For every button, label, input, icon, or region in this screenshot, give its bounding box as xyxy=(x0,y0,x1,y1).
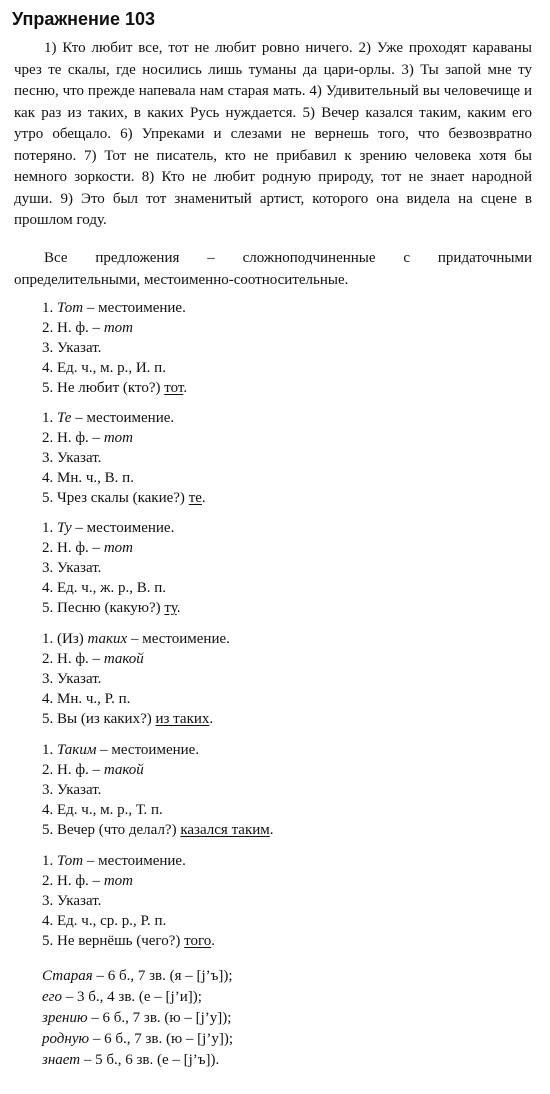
exercise-text xyxy=(14,38,532,232)
answer-period: . xyxy=(211,933,215,949)
initial-form-label: 2. Н. ф. – xyxy=(42,320,104,336)
phonetic-line xyxy=(42,987,233,1008)
question-text: 5. Вы (из каких?) xyxy=(42,711,156,727)
analysis-block-6 xyxy=(42,851,215,951)
analyzed-word: Тот xyxy=(57,300,84,316)
phonetic-detail: – 6 б., 7 зв. (ю – [j’у]); xyxy=(89,1031,233,1047)
analysis-block-1 xyxy=(42,298,187,398)
analysis-line-1: 1. Тот – местоимение. xyxy=(42,300,186,316)
part-of-speech: – местоимение. xyxy=(96,742,200,758)
phonetic-word: Старая xyxy=(42,968,93,984)
analysis-line-2 xyxy=(42,428,206,448)
question-text: 5. Не вернёшь (чего?) xyxy=(42,933,185,949)
question-text: 5. Песню (какую?) xyxy=(42,600,165,616)
analysis-line-4: 4. Ед. ч., м. р., Т. п. xyxy=(42,802,163,818)
analysis-line-1: 1. Те – местоимение. xyxy=(42,410,175,426)
underlined-answer: из таких xyxy=(155,711,210,727)
part-of-speech: – местоимение. xyxy=(71,520,175,536)
initial-form: такой xyxy=(103,762,144,778)
answer-period: . xyxy=(201,490,206,506)
analyzed-word: Таким xyxy=(57,742,97,758)
analysis-line-2 xyxy=(42,538,181,558)
analysis-block-2 xyxy=(42,408,206,508)
phonetic-line xyxy=(42,1050,233,1071)
part-of-speech: – местоимение. xyxy=(127,631,230,647)
phonetic-line xyxy=(42,1008,233,1029)
analysis-line-3: 3. Указат. xyxy=(42,560,102,576)
analysis-line-3: 3. Указат. xyxy=(42,893,102,909)
underlined-answer: тот xyxy=(164,380,184,396)
part-of-speech: – местоимение. xyxy=(71,410,175,426)
summary-paragraph xyxy=(14,247,532,291)
part-of-speech: – местоимение. xyxy=(83,300,186,316)
analyzed-word: Те xyxy=(57,410,72,426)
answer-period: . xyxy=(209,711,214,727)
analyzed-word: Ту xyxy=(57,520,72,536)
answer-period: . xyxy=(183,380,188,396)
analysis-line-5 xyxy=(42,598,181,618)
analysis-line-4: 4. Ед. ч., ж. р., В. п. xyxy=(42,580,166,596)
part-of-speech: – местоимение. xyxy=(83,853,186,869)
phonetic-word: зрению xyxy=(42,1010,88,1026)
analysis-block-3 xyxy=(42,518,181,618)
question-text: 5. Чрез скалы (какие?) xyxy=(42,490,189,506)
analysis-line-5 xyxy=(42,931,215,951)
initial-form-label: 2. Н. ф. – xyxy=(42,540,104,556)
analysis-line-2 xyxy=(42,871,215,891)
analysis-block-5 xyxy=(42,740,274,840)
analyzed-word: таких xyxy=(87,631,128,647)
answer-period: . xyxy=(176,600,181,616)
analysis-line-1: 1. Тот – местоимение. xyxy=(42,853,186,869)
question-text: 5. Вечер (что делал?) xyxy=(42,822,181,838)
analysis-line-4: 4. Мн. ч., Р. п. xyxy=(42,691,131,707)
analyzed-word: Тот xyxy=(57,853,84,869)
analysis-line-3: 3. Указат. xyxy=(42,782,102,798)
phonetic-word: его xyxy=(42,989,63,1005)
analysis-line-5 xyxy=(42,488,206,508)
initial-form-label: 2. Н. ф. – xyxy=(42,873,104,889)
initial-form: тот xyxy=(103,540,133,556)
phonetic-detail: – 6 б., 7 зв. (ю – [j’у]); xyxy=(87,1010,232,1026)
summary-text: Все предложения – сложноподчиненные с придаточными определительными, местоименно-соотносительные. xyxy=(14,250,532,288)
analysis-line-2 xyxy=(42,760,274,780)
phonetic-notes xyxy=(42,966,233,1071)
analysis-line-5 xyxy=(42,378,187,398)
question-text: 5. Не любит (кто?) xyxy=(42,380,165,396)
initial-form: тот xyxy=(103,320,133,336)
initial-form: тот xyxy=(103,873,133,889)
initial-form: тот xyxy=(103,430,133,446)
initial-form-label: 2. Н. ф. – xyxy=(42,430,104,446)
phonetic-word: родную xyxy=(42,1031,90,1047)
analysis-line-3: 3. Указат. xyxy=(42,450,102,466)
initial-form: такой xyxy=(103,651,144,667)
analysis-line-5 xyxy=(42,709,230,729)
analysis-line-3: 3. Указат. xyxy=(42,671,102,687)
answer-period: . xyxy=(269,822,274,838)
analysis-line-2 xyxy=(42,649,230,669)
analysis-line-1: 1. Ту – местоимение. xyxy=(42,520,175,536)
analysis-line-1: 1. (Из) таких – местоимение. xyxy=(42,631,230,647)
exercise-title: Упражнение 103 xyxy=(12,9,156,29)
phonetic-line xyxy=(42,1029,233,1050)
analysis-line-4: 4. Ед. ч., ср. р., Р. п. xyxy=(42,913,167,929)
word-prefix: (Из) xyxy=(57,631,88,647)
underlined-answer: те xyxy=(188,490,202,506)
phonetic-detail: – 3 б., 4 зв. (е – [j’и]); xyxy=(62,989,202,1005)
analysis-line-5 xyxy=(42,820,274,840)
phonetic-detail: – 6 б., 7 зв. (я – [j’ъ]); xyxy=(92,968,233,984)
analysis-line-4: 4. Ед. ч., м. р., И. п. xyxy=(42,360,166,376)
analysis-line-4: 4. Мн. ч., В. п. xyxy=(42,470,134,486)
analysis-line-1: 1. Таким – местоимение. xyxy=(42,742,200,758)
analysis-line-3: 3. Указат. xyxy=(42,340,102,356)
initial-form-label: 2. Н. ф. – xyxy=(42,651,104,667)
phonetic-line xyxy=(42,966,233,987)
analysis-block-4 xyxy=(42,629,230,729)
phonetic-detail: – 5 б., 6 зв. (е – [j’ъ]). xyxy=(80,1052,220,1068)
underlined-answer: ту xyxy=(164,600,177,616)
exercise-sentences: 1) Кто любит все, тот не любит ровно ничего. 2) Уже проходят караваны чрез те скалы, где носились лишь туманы да цари-орлы. 3) Ты запой мне ту песню, что прежде напевала нам старая мать. 4) Удивительный вы человечище и как раз из таких, в каких Русь нуждается. 5) Вечер казался таким, каким его утро обещало. 6) Упреками и слезами не вернешь того, что безвозвратно потеряно. 7) Тот не писатель, кто не прибавил к зрению человека хотя бы немного зоркости. 8) Кто не любит родную природу, тот не знает народной души. 9) Это был тот знаменитый артист, которого она видела на сцене в прошлом году. xyxy=(14,40,532,228)
initial-form-label: 2. Н. ф. – xyxy=(42,762,104,778)
phonetic-word: знает xyxy=(42,1052,81,1068)
analysis-line-2 xyxy=(42,318,187,338)
underlined-answer: того xyxy=(184,933,212,949)
underlined-answer: казался таким xyxy=(180,822,270,838)
